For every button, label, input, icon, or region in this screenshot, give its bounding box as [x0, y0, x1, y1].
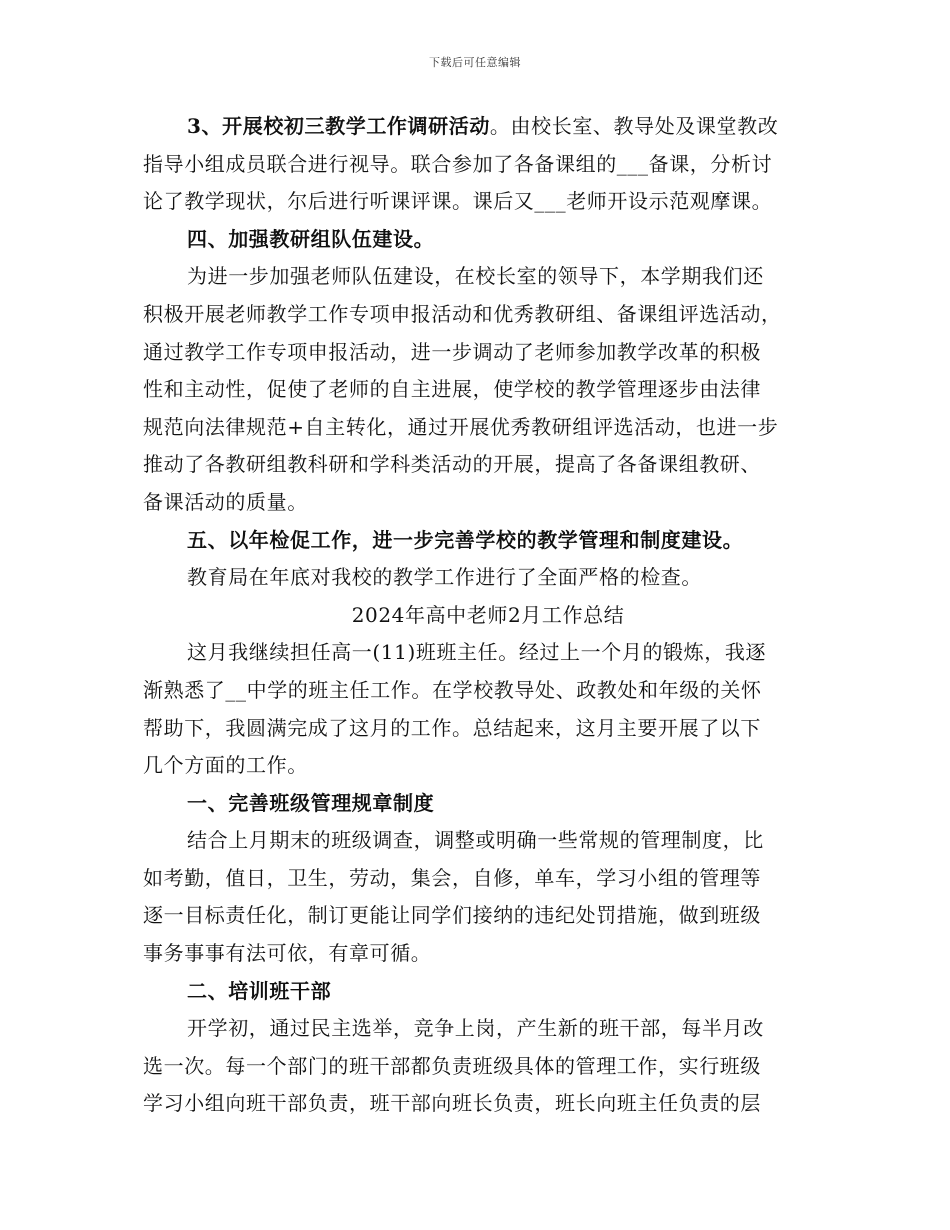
body-text: 开学初，通过民主选举，竞争上岗，产生新的班干部，每半月改 [187, 1016, 764, 1041]
paragraph-line [143, 183, 833, 221]
paragraph-line [143, 108, 833, 146]
heading-text: 二、培训班干部 [187, 978, 332, 1003]
heading-text: 四、加强教研组队伍建设。 [187, 226, 435, 251]
body-text: 积极开展老师教学工作专项申报活动和优秀教研组、备课组评选活动， [143, 301, 782, 326]
body-text: 学习小组向班干部负责，班干部向班长负责，班长向班主任负责的层 [143, 1091, 761, 1116]
body-text: 。由校长室、教导处及课堂教改 [489, 114, 779, 138]
document-body [143, 108, 833, 1123]
paragraph-line [143, 296, 833, 334]
paragraph-line [143, 935, 833, 973]
body-text: 结合上月期末的班级调查，调整或明确一些常规的管理制度，比 [187, 828, 764, 853]
paragraph-line [143, 710, 833, 748]
body-text: 如考勤，值日，卫生，劳动，集会，自修，单车，学习小组的管理等 [143, 865, 761, 890]
body-text: 为进一步加强老师队伍建设，在校长室的领导下，本学期我们还 [187, 264, 764, 289]
paragraph-line [143, 559, 833, 597]
body-text: 性和主动性，促使了老师的自主进展，使学校的教学管理逐步由法律 [143, 377, 761, 402]
paragraph-line [143, 1048, 833, 1086]
body-text: 渐熟悉了__中学的班主任工作。在学校教导处、政教处和年级的关怀 [143, 677, 762, 702]
body-text: 推动了各教研组教科研和学科类活动的开展，提高了各备课组教研、 [143, 452, 761, 477]
paragraph-line [143, 446, 833, 484]
paragraph-line [143, 973, 833, 1011]
body-text: 这月我继续担任高一(11)班班主任。经过上一个月的锻炼，我逐 [187, 640, 767, 665]
body-text: 规范向法律规范+自主转化，通过开展优秀教研组评选活动，也进一步 [143, 414, 779, 439]
paragraph-line [143, 1010, 833, 1048]
paragraph-line [143, 1085, 833, 1123]
body-text: 通过教学工作专项申报活动，进一步调动了老师参加教学改革的积极 [143, 339, 761, 364]
body-text: 几个方面的工作。 [143, 753, 308, 778]
body-text: 逐一目标责任化，制订更能让同学们接纳的违纪处罚措施，做到班级 [143, 903, 761, 928]
body-text: 指导小组成员联合进行视导。联合参加了各备课组的___备课，分析讨 [143, 151, 773, 176]
paragraph-line [143, 484, 833, 522]
paragraph-line [143, 371, 833, 409]
heading-text: 一、完善班级管理规章制度 [187, 790, 435, 815]
paragraph-line [143, 634, 833, 672]
heading-text: 3、开展校初三教学工作调研活动 [187, 114, 490, 138]
paragraph-line [143, 146, 833, 184]
paragraph-line [143, 785, 833, 823]
section-title [143, 597, 833, 635]
paragraph-line [143, 334, 833, 372]
paragraph-line [143, 822, 833, 860]
body-text: 备课活动的质量。 [143, 489, 308, 514]
body-text: 2024年高中老师2月工作总结 [351, 602, 625, 627]
page-header-note: 下载后可任意编辑 [429, 56, 521, 69]
body-text: 帮助下，我圆满完成了这月的工作。总结起来，这月主要开展了以下 [143, 715, 761, 740]
paragraph-line [143, 522, 833, 560]
paragraph-line [143, 747, 833, 785]
paragraph-line [143, 409, 833, 447]
body-text: 论了教学现状，尔后进行听课评课。课后又___老师开设示范观摩课。 [143, 189, 773, 214]
body-text: 选一次。每一个部门的班干部都负责班级具体的管理工作，实行班级 [143, 1053, 761, 1078]
heading-text: 五、以年检促工作，进一步完善学校的教学管理和制度建设。 [187, 527, 744, 552]
paragraph-line [143, 897, 833, 935]
paragraph-line [143, 672, 833, 710]
paragraph-line [143, 258, 833, 296]
paragraph-line [143, 221, 833, 259]
paragraph-line [143, 860, 833, 898]
body-text: 教育局在年底对我校的教学工作进行了全面严格的检查。 [187, 565, 702, 590]
body-text: 事务事事有法可依，有章可循。 [143, 941, 432, 966]
